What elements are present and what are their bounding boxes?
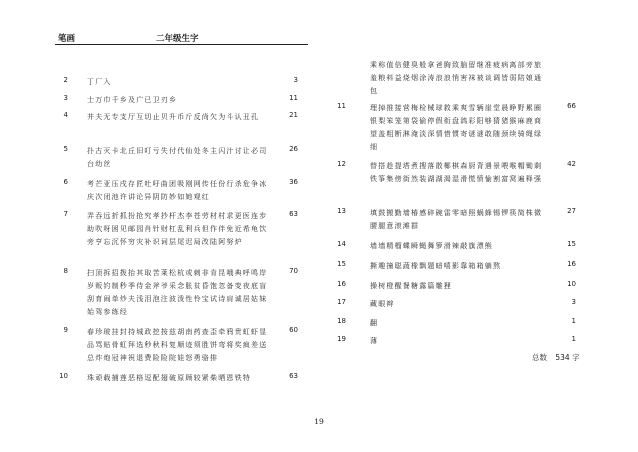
- character-count: 60: [289, 326, 298, 334]
- character-count: 1: [571, 317, 576, 325]
- character-count: 27: [567, 207, 576, 215]
- character-list: 薄: [370, 337, 379, 345]
- character-list: 弄吞远折抓扮抢究孝抄杆杰李苍劳材村求更医连步助吹呀困见邮园肖针财杠乱利兵但作伴免近希龟饮旁亨忘沉怀穷灾补识词层尾迟局改陆阿努炉: [87, 212, 268, 246]
- character-list: 墙墙精榴蝶瞬蝇舞箩滑辣敲旗漂熊: [370, 242, 493, 250]
- character-list: 填鼓搬勤墙椿感碎碗雷零暗照蜗蜂锡锣筷简株微腰腿意滚滩群: [370, 209, 543, 230]
- character-list: 考芒亚压戌存匠吐吁曲团吸刚网传任份行杀危争冰庆次闭池许讲论异阴防妙如她观红: [87, 180, 268, 201]
- character-list: 理掉推接营梅检械球救乘爽雪辆崖堂晨睁野累圈银梨笨笼第袋偷停假衔盘鸽彩阳够猜猪猴麻鹿商望盖粗断淋淹淡深情惜惯寄谜谜敢随颈续骑绳绿细: [370, 104, 543, 151]
- character-count: 66: [567, 102, 576, 110]
- character-count: 15: [567, 240, 576, 248]
- header-rule: [55, 44, 308, 45]
- character-list: 扫顶拆招拨抬其取苦莱松杭或刺非肯昆哦典呼鸣岸岁贩钓制秒季侍金斧爷采念胀贫昏饱忽备变夜底盲刮育闹单炒夫浅泪泡注波泼性怜宝试诗肩诚居姑妹始驾参练经: [87, 269, 268, 316]
- stroke-number: 5: [63, 145, 68, 153]
- character-count: 3: [571, 298, 576, 306]
- character-list: 扑古灭卡北丘旧叮亏失付代仙处冬主闪汁讨让必司台幼丝: [87, 147, 268, 168]
- stroke-number: 6: [63, 178, 68, 186]
- character-list: 丁厂入: [87, 78, 112, 86]
- stroke-number: 8: [63, 267, 68, 275]
- page-number: 19: [314, 417, 324, 426]
- character-count: 16: [567, 260, 576, 268]
- stroke-number: 11: [337, 102, 346, 110]
- stroke-number: 19: [337, 335, 346, 343]
- character-list: 替搭趁提塔煮搜落散椰棋森厨背遇景喂喉帽锄剩铁筝集傍街然装湖湖渴湿滑慌愤愉割富窝遍释强: [370, 162, 543, 183]
- character-count: 63: [289, 210, 298, 218]
- stroke-number: 10: [59, 372, 68, 380]
- character-count: 21: [289, 111, 298, 119]
- stroke-number: 12: [337, 160, 346, 168]
- stroke-number: 13: [337, 207, 346, 215]
- total-summary: [532, 352, 580, 363]
- stroke-number: 14: [337, 240, 346, 248]
- stroke-number: 15: [337, 260, 346, 268]
- character-list: 操树橙醒餐糖露篇雕狸: [370, 282, 452, 290]
- stroke-number: 17: [337, 298, 346, 306]
- stroke-number: 16: [337, 280, 346, 288]
- stroke-number: 9: [63, 326, 68, 334]
- total-value: 534 字: [555, 353, 580, 362]
- character-list: 翻: [370, 319, 379, 327]
- character-list: 撕趣撞聪蔬橡飘题暗嘻影靠箱箱躺熬: [370, 262, 502, 270]
- character-count: 11: [289, 94, 298, 102]
- character-list: 春珍玻挂封持城政挖按兹胡南药查歪牵鸦贵虹虾显品骂贴骨虹拜选秒秋科复顺迹须胜饼弯将奖疯差送总炸炮冠神祝退费险险院娃怒勇骆排: [87, 328, 268, 362]
- stroke-number: 2: [63, 76, 68, 84]
- character-count: 1: [571, 335, 576, 343]
- character-count: 42: [567, 160, 576, 168]
- character-count: 10: [567, 280, 576, 288]
- character-list: 士万巾千乡及广已卫刃乡: [87, 96, 178, 104]
- header-title: 二年级生字: [156, 34, 199, 44]
- character-list: 珠顽载捕莲恶格逗配翅破原顾较紧柴晒恩铁特: [87, 374, 251, 382]
- header-stroke-label: 笔画: [58, 34, 76, 44]
- character-list: 井夫无专支厅互切止贝升币斤反尚欠为斗认丑孔: [87, 113, 260, 121]
- character-count: 26: [289, 145, 298, 153]
- character-count: 36: [289, 178, 298, 186]
- total-label: 总数: [532, 353, 547, 362]
- character-count: 3: [293, 76, 298, 84]
- stroke-number: 7: [63, 210, 68, 218]
- character-list: 乘称值倍健臭般拿爸胸致脑留继准疲病离部旁旅羞粮料益烧烟涂涛浪浪悄害袜被谈调皆弱陪娘通包: [370, 61, 543, 95]
- character-count: 63: [289, 372, 298, 380]
- stroke-number: 3: [63, 94, 68, 102]
- stroke-number: 18: [337, 317, 346, 325]
- stroke-number: 4: [63, 111, 68, 119]
- character-count: 70: [289, 267, 298, 275]
- character-list: 藏眼辫: [370, 300, 395, 308]
